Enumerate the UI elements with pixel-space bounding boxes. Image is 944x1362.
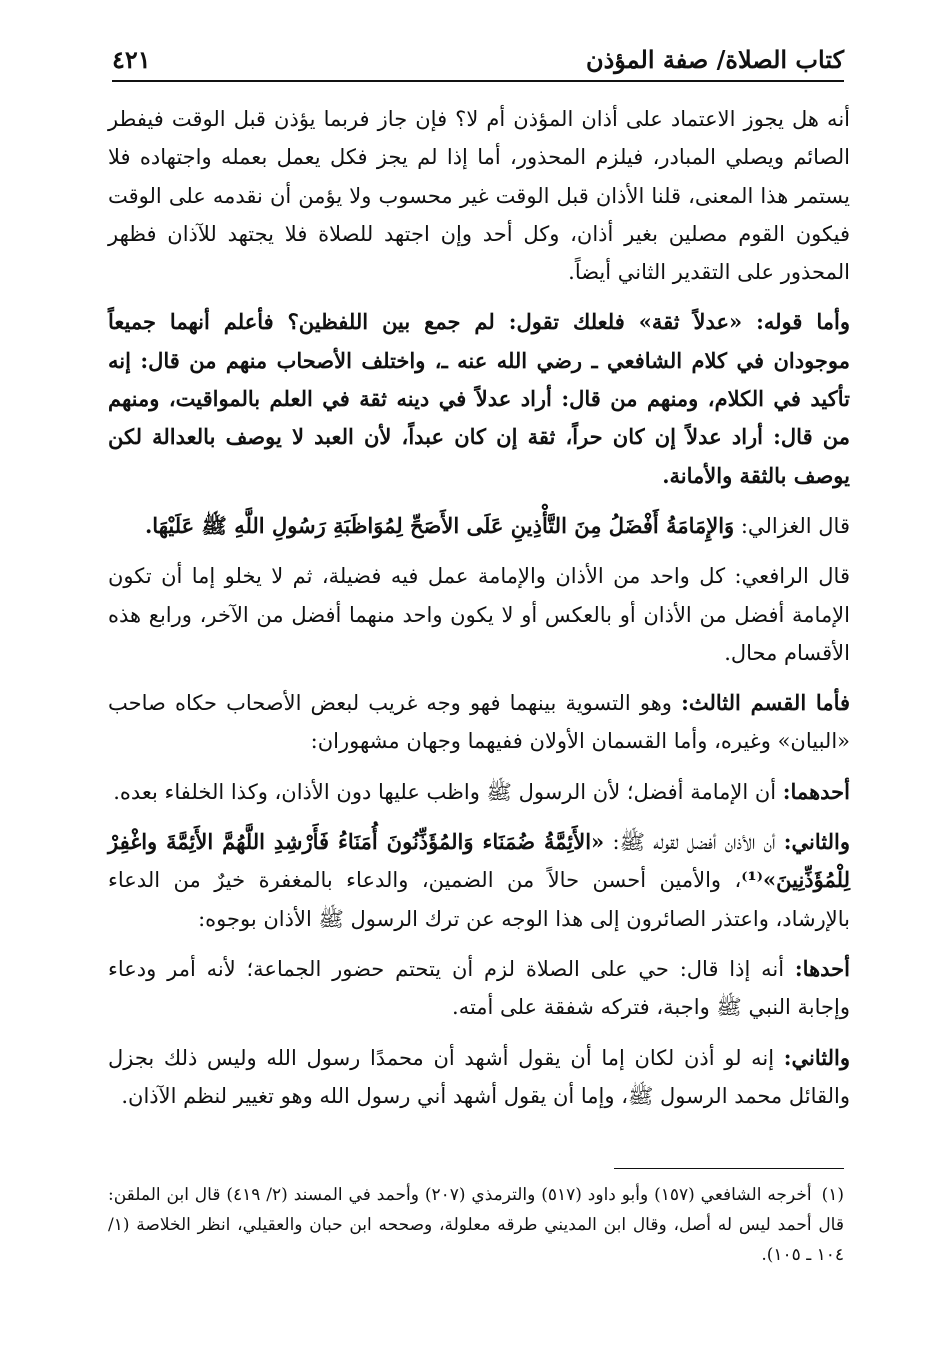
quoted-matn: وَالإِمَامَةُ أَفْضَلُ مِنَ التَّأْذِينِ عَلَى الأَصَحِّ لِمُوَاظَبَةِ رَسُولِ اللَّهِ ﷺ عَلَيْهَا. [145, 512, 735, 538]
paragraph [108, 950, 850, 1027]
paragraph-text: إنه لو أذن لكان إما أن يقول أشهد أن محمدًا رسول الله وليس ذلك بجزل والقائل محمد الرسول ﷺ، وإما أن يقول أشهد أني رسول الله وهو تغيير لنظم الآذان. [108, 1045, 850, 1108]
paragraph-lead: والثاني: [783, 1044, 850, 1070]
paragraph-bold: وأما قوله: «عدلاً ثقة» فلعلك تقول: لم جمع بين اللفظين؟ فأعلم أنهما جميعاً موجودان في كلام الشافعي ـ رضي الله عنه ـ، واختلف الأصحاب منهم من قال: إنه تأكيد في الكلام، ومنهم من قال: أراد عدلاً في دينه ثقة في العلم بالمواقيت، ومنهم من قال: أراد عدلاً إن كان حراً، ثقة إن كان عبداً، لأن العبد لا يوصف بالعدالة لكن يوصف بالثقة والأمانة. [108, 309, 850, 488]
paragraph [108, 507, 850, 545]
footnotes [108, 1180, 844, 1270]
paragraph: قال الرافعي: كل واحد من الأذان والإمامة عمل فيه فضيلة، ثم لا يخلو إما أن تكون الإمامة أفضل من الأذان أو بالعكس أو لا يكون واحد منهما أفضل من الآخر، ورابع هذه الأقسام محال. [108, 564, 850, 665]
paragraph-lead: والثاني: [783, 829, 850, 855]
paragraph-lead: أحدها: [794, 955, 850, 981]
paragraph [108, 1039, 850, 1116]
footnote-number: (١) [821, 1185, 844, 1205]
paragraph-text: أن الأذان أفضل لقوله ﷺ: [612, 830, 776, 855]
paragraph-lead: أحدهما: [782, 778, 850, 804]
paragraph-text: أن الإمامة أفضل؛ لأن الرسول ﷺ واظب عليها دون الأذان، وكذا الخلفاء بعده. [113, 779, 777, 804]
paragraph-text: ، والأمين أحسن حالاً من الضمين، والدعاء بالمغفرة خيرٌ من الدعاء بالإرشاد، واعتذر الصائرون إلى هذا الوجه عن ترك الرسول ﷺ الأذان بوجوه: [108, 868, 850, 931]
paragraph: أنه هل يجوز الاعتماد على أذان المؤذن أم لا؟ فإن جاز فربما يؤذن قبل الوقت فيفطر الصائم ويصلي المبادر، فيلزم المحذور، أما إذا لم يجز فكل يعمل بعمله واجتهاده فلا يستمر هذا المعنى، قلنا الأذان قبل الوقت غير محسوب ولا يؤمن أن نقدمه على الوقت فيكون القوم مصلين بغير أذان، وكل أحد وإن اجتهد للصلاة فلا يجتهد للآذان فظهر المحذور على التقدير الثاني أيضاً. [108, 107, 850, 285]
paragraph-text: وهو التسوية بينهما فهو وجه غريب لبعض الأصحاب حكاه صاحب «البيان» وغيره، وأما القسمان الأولان ففيهما وجهان مشهوران: [108, 691, 850, 754]
paragraph-lead: فأما القسم الثالث: [681, 690, 851, 716]
paragraph [108, 823, 850, 938]
paragraph-text: أنه إذا قال: حي على الصلاة لزم أن يتحتم حضور الجماعة؛ لأنه أمر ودعاء وإجابة النبي ﷺ واجبة، فتركه شفقة على أمته. [108, 956, 850, 1020]
footnote [108, 1180, 844, 1270]
footnote-text: أخرجه الشافعي (١٥٧) وأبو داود (٥١٧) والترمذي (٢٠٧) وأحمد في المسند (٢/ ٤١٩) قال ابن الملقن: قال أحمد ليس له أصل، وقال ابن المديني طرقه معلولة، وصححه ابن حبان والعقيلي، انظر الخلاصة (١/ ١٠٤ ـ ١٠٥). [108, 1185, 844, 1265]
paragraph-lead: قال الغزالي: [740, 513, 850, 538]
footnote-divider [614, 1168, 844, 1169]
running-title: كتاب الصلاة/ صفة المؤذن [585, 45, 844, 74]
page-header [112, 42, 844, 82]
page-number: ٤٢١ [112, 45, 151, 74]
hadith-quote: «الأَئِمَّةُ ضُمَنَاء وَالمُؤَذِّنُونَ أُمَنَاءُ فَأَرْشِدِ اللَّهُمَّ الأَئِمَّةَ واغْفِرْ لِلْمُؤَذِّنِينَ»⁽¹⁾ [108, 829, 850, 893]
main-text [108, 100, 850, 1127]
paragraph [108, 684, 850, 761]
paragraph [108, 773, 850, 811]
